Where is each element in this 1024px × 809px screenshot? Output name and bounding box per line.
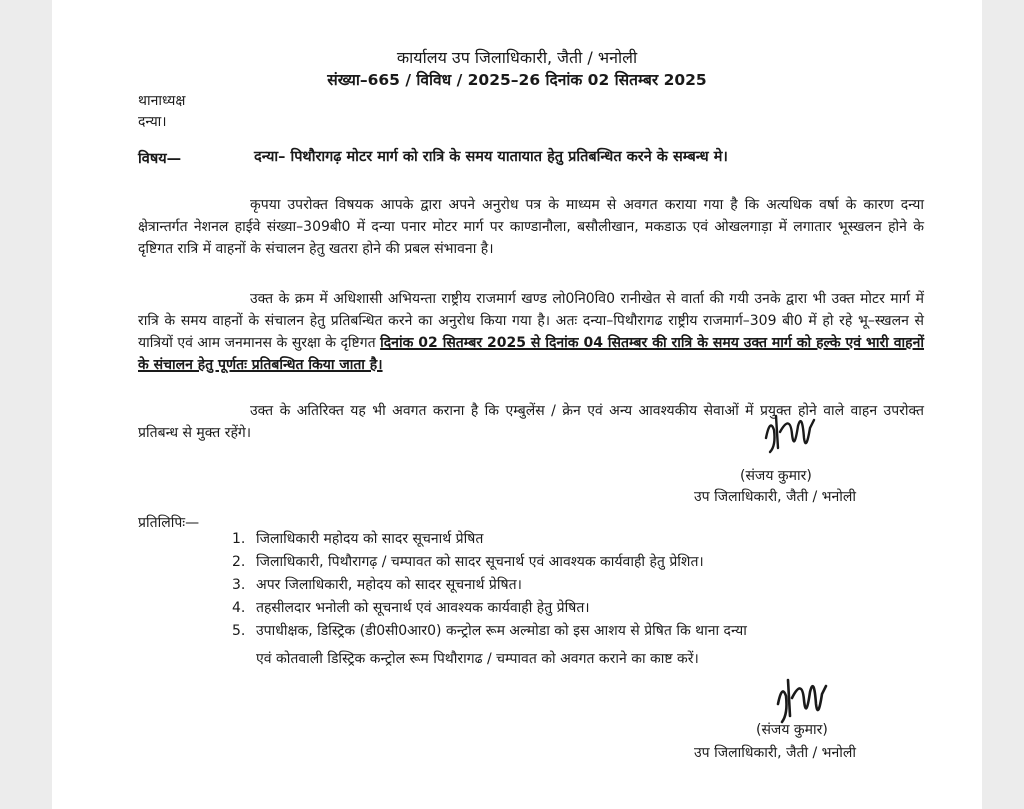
copy-list-item: 3. अपर जिलाधिकारी, महोदय को सादर सूचनार्थ प्रेषित।: [232, 577, 522, 593]
subject-text: दन्या– पिथौरागढ़ मोटर मार्ग को रात्रि के समय यातायात हेतु प्रतिबन्धित करने के सम्बन्ध मे।: [254, 149, 728, 165]
subject-label: विषय—: [138, 151, 182, 167]
copy-list-item: 2. जिलाधिकारी, पिथौरागढ़ / चम्पावत को सादर सूचनार्थ एवं आवश्यक कार्यवाही हेतु प्रेशित।: [232, 554, 704, 570]
copy-list: [232, 528, 922, 643]
recipient-title: थानाध्यक्ष: [138, 93, 186, 109]
signatory-name-2: (संजय कुमार): [756, 722, 828, 738]
copy-list-item: 4. तहसीलदार भनोली को सूचनार्थ एवं आवश्यक कार्यवाही हेतु प्रेषित।: [232, 600, 590, 616]
body-paragraph-3: उक्त के अतिरिक्त यह भी अवगत कराना है कि एम्बुलेंस / क्रेन एवं अन्य आवश्यकीय सेवाओं में प्रयुक्त होने वाले वाहन उपरोक्त प्रतिबन्ध से मुक्त रहेंगे।: [138, 403, 924, 441]
signatory-designation-2: उप जिलाधिकारी, जैती / भनोली: [694, 745, 857, 761]
signatory-name-1: (संजय कुमार): [740, 468, 812, 484]
body-paragraph-1: कृपया उपरोक्त विषयक आपके द्वारा अपने अनुरोध पत्र के माध्यम से अवगत कराया गया है कि अत्यधिक वर्षा के कारण दन्या क्षेत्रान्तर्गत नेशनल हाईवे संख्या–309बी0 में दन्या पनार मोटर मार्ग पर काण्डानौला, बसौलीखान, मकडाऊ एवं ओखलगाड़ा में लगातार भूस्खलन होने के दृष्टिगत रात्रि में वाहनों के संचालन हेतु खतरा होने की प्रबल संभावना है।: [138, 197, 924, 257]
copy-label: प्रतिलिपिः—: [138, 515, 200, 531]
copy-item-5-continuation: एवं कोतवाली डिस्ट्रिक कन्ट्रोल रूम पिथौरागढ / चम्पावत को अवगत कराने का काष्ट करें।: [256, 651, 699, 667]
recipient-place: दन्या।: [138, 114, 167, 130]
letter-page: [52, 0, 982, 809]
copy-list-item: 1. जिलाधिकारी महोदय को सादर सूचनार्थ प्रेषित: [232, 531, 484, 547]
office-heading: कार्यालय उप जिलाधिकारी, जैती / भनोली: [396, 48, 638, 67]
body-paragraph-2-text: उक्त के क्रम में अधिशासी अभियन्ता राष्ट्रीय राजमार्ग खण्ड लो0नि0वि0 रानीखेत से वार्ता की गयी उनके द्वारा भी उक्त मोटर मार्ग में रात्रि के समय वाहनों के संचालन हेतु प्रतिबन्धित करने का अनुरोध किया गया है। अतः दन्या–पिथौरागढ राष्ट्रीय राजमार्ग–309 बी0 में हो रहे भू–स्खलन से यात्रियों एवं आम जनमानस के सुरक्षा के दृष्टिगत: [138, 291, 924, 351]
restriction-notice: दिनांक 02 सितम्बर 2025 से दिनांक 04 सितम्बर की रात्रि के समय उक्त मार्ग को हल्के एवं भारी वाहनों के संचालन हेतु पूर्णतः प्रतिबन्धित किया जाता है।: [138, 335, 925, 373]
body-paragraph-2: [138, 288, 924, 376]
copy-list-item: 5. उपाधीक्षक, डिस्ट्रिक (डी0सी0आर0) कन्ट्रोल रूम अल्मोडा को इस आशय से प्रेषित कि थाना दन्या: [232, 623, 747, 639]
signatory-designation-1: उप जिलाधिकारी, जैती / भनोली: [694, 489, 857, 505]
signature-mark-1: [760, 408, 820, 458]
reference-line: संख्या–665 / विविध / 2025–26 दिनांक 02 सितम्बर 2025: [327, 71, 707, 89]
